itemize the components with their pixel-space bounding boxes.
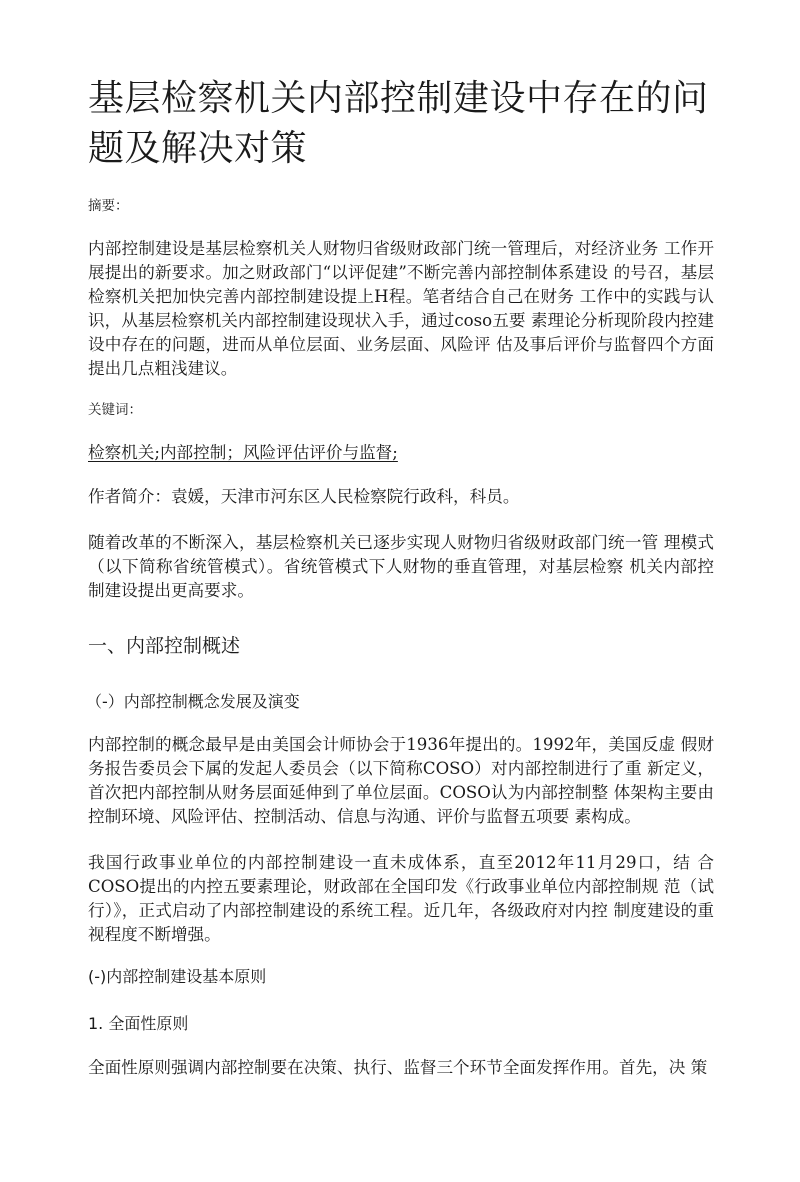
abstract-label: 摘要： bbox=[88, 198, 129, 214]
subsection-heading-concept: （-）内部控制概念发展及演变 bbox=[86, 692, 300, 711]
intro-paragraph: 随着改革的不断深入，基层检察机关已逐步实现人财物归省级财政部门统一管 理模式（以下简称省统管模式）。省统管模式下人财物的垂直管理，对基层检察 机关内部控制建设提出更高要求。 bbox=[88, 533, 714, 600]
paragraph-china-internal-control: 我国行政事业单位的内部控制建设一直未成体系，直至2012年11月29口，结 合COSO提出的内控五要素理论，财政部在全国印发《行政事业单位内部控制规 范（试行）》，正式启动了内部控制建设的系统工程。近几年，各级政府对内控 制度建设的重视程度不断增强。 bbox=[88, 853, 714, 944]
abstract-paragraph: 内部控制建设是基层检察机关人财物归省级财政部门统一管理后，对经济业务 工作开展提出的新要求。加之财政部门“以评促建”不断完善内部控制体系建设 的号召，基层检察机关把加快完善内部控制建设提上H程。笔者结合自己在财务 工作中的实践与认识，从基层检察机关内部控制建设现状入手，通过coso五要 素理论分析现阶段内控建设中存在的问题，进而从单位层面、业务层面、风险评 估及事后评价与监督四个方面提出几点粗浅建议。 bbox=[88, 239, 714, 378]
author-bio: 作者简介：袁媛，天津市河东区人民检察院行政科，科员。 bbox=[88, 487, 520, 506]
keywords-text: 检察机关;内部控制；风险评估评价与监督; bbox=[88, 443, 398, 462]
subsection-heading-principles: (-)内部控制建设基本原则 bbox=[88, 967, 267, 986]
keywords-label: 关键词： bbox=[88, 402, 142, 418]
item-heading-comprehensiveness: 1. 全面性原则 bbox=[88, 1014, 189, 1033]
paragraph-comprehensiveness: 全面性原则强调内部控制要在决策、执行、监督三个环节全面发挥作用。首先，决 策 bbox=[88, 1058, 708, 1077]
paragraph-concept-history: 内部控制的概念最早是由美国会计师协会于1936年提出的。1992年，美国反虚 假财务报告委员会下属的发起人委员会（以下简称COSO）对内部控制进行了重 新定义，首次把内部控制从财务层面延伸到了单位层面。COSO认为内部控制整 体架构主要由控制环境、风险评估、控制活动、信息与沟通、评价与监督五项要 素构成。 bbox=[88, 735, 714, 826]
section-heading-overview: 一、内部控制概述 bbox=[88, 635, 241, 657]
document-title: 基层检察机关内部控制建设中存在的问题及解决对策 bbox=[88, 78, 709, 169]
